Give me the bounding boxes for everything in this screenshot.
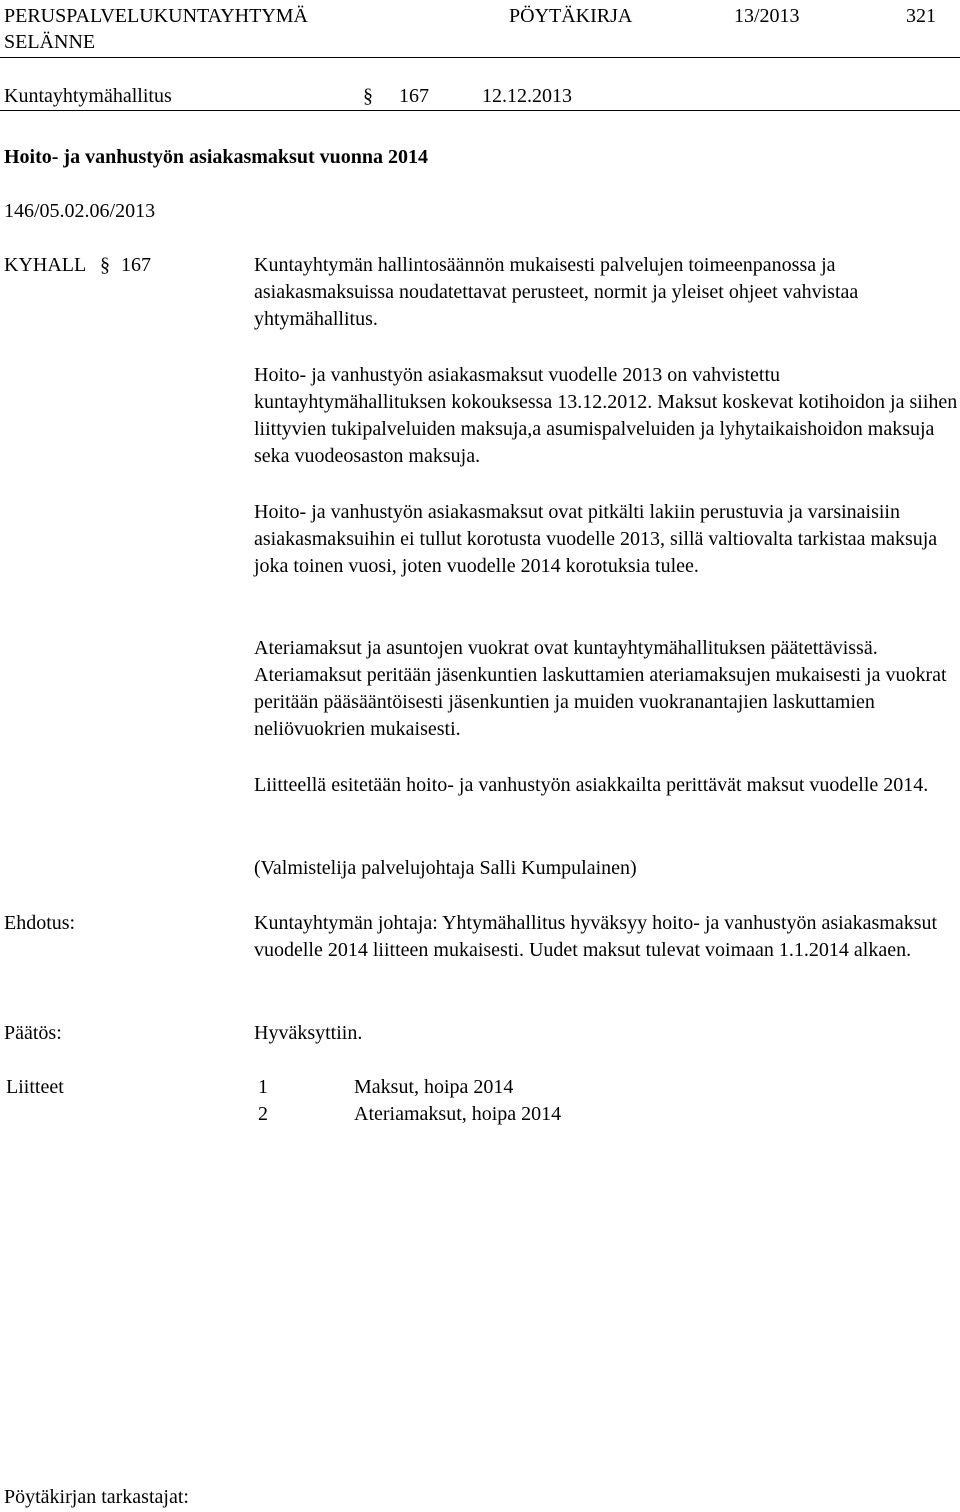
attachment-name: Maksut, hoipa 2014 [354, 1076, 514, 1098]
reviewers-label: Pöytäkirjan tarkastajat: [4, 1486, 189, 1508]
paragraph-2: Hoito- ja vanhustyön asiakasmaksut vuodelle 2013 on vahvistettu kuntayhtymähallituksen kokouksessa 13.12.2012. Maksut koskevat kotihoidon ja siihen liittyvien tukipalveluiden maksuja,a asumispalveluiden ja lyhytaikaishoidon maksuja seka vuodeosaston maksuja. [254, 364, 958, 467]
proposal-label: Ehdotus: [4, 912, 76, 934]
meeting-section-number: 167 [399, 85, 429, 107]
paragraph-5: Liitteellä esitetään hoito- ja vanhustyön asiakkailta perittävät maksut vuodelle 2014. [254, 774, 929, 796]
header-divider [0, 57, 960, 58]
meeting-divider [0, 110, 960, 111]
page-title: Hoito- ja vanhustyön asiakasmaksut vuonna 2014 [4, 146, 428, 168]
paragraph-4: Ateriamaksut ja asuntojen vuokrat ovat kuntayhtymähallituksen päätettävissä. Ateriamaksut peritään jäsenkuntien laskuttamien ateriamaksujen mukaisesti ja vuokrat peritään pääsääntöisesti jäsenkuntien ja muiden vuokranantajien laskuttamien neliövuokrien mukaisesti. [254, 637, 947, 740]
attachment-number: 2 [258, 1103, 268, 1125]
doc-type: PÖYTÄKIRJA [509, 5, 633, 27]
section-symbol: § [363, 85, 373, 107]
org-name-line1: PERUSPALVELUKUNTAYHTYMÄ [4, 5, 309, 27]
item-label: KYHALL [4, 254, 87, 276]
preparer-note: (Valmistelija palvelujohtaja Salli Kumpulainen) [254, 857, 637, 879]
proposal-text: Kuntayhtymän johtaja: Yhtymähallitus hyväksyy hoito- ja vanhustyön asiakasmaksut vuodelle 2014 liitteen mukaisesti. Uudet maksut tulevat voimaan 1.1.2014 alkaen. [254, 912, 938, 961]
attachments-label: Liitteet [6, 1076, 64, 1098]
item-number: 167 [121, 254, 151, 276]
meeting-date: 12.12.2013 [482, 85, 572, 107]
doc-number: 13/2013 [734, 5, 800, 27]
item-section-symbol: § [100, 254, 110, 276]
decision-text: Hyväksyttiin. [254, 1022, 363, 1044]
attachment-number: 1 [258, 1076, 268, 1098]
meeting-body: Kuntayhtymähallitus [4, 85, 172, 107]
org-name-line2: SELÄNNE [4, 31, 96, 53]
page-number: 321 [906, 5, 936, 27]
attachment-name: Ateriamaksut, hoipa 2014 [354, 1103, 562, 1125]
decision-label: Päätös: [4, 1022, 62, 1044]
file-reference: 146/05.02.06/2013 [4, 200, 156, 222]
paragraph-1: Kuntayhtymän hallintosäännön mukaisesti palvelujen toimeenpanossa ja asiakasmaksuissa noudatettavat perusteet, normit ja yleiset ohjeet vahvistaa yhtymähallitus. [254, 254, 859, 330]
paragraph-3: Hoito- ja vanhustyön asiakasmaksut ovat pitkälti lakiin perustuvia ja varsinaisiin asiakasmaksuihin ei tullut korotusta vuodelle 2013, sillä valtiovalta tarkistaa maksuja joka toinen vuosi, joten vuodelle 2014 korotuksia tulee. [254, 501, 938, 577]
